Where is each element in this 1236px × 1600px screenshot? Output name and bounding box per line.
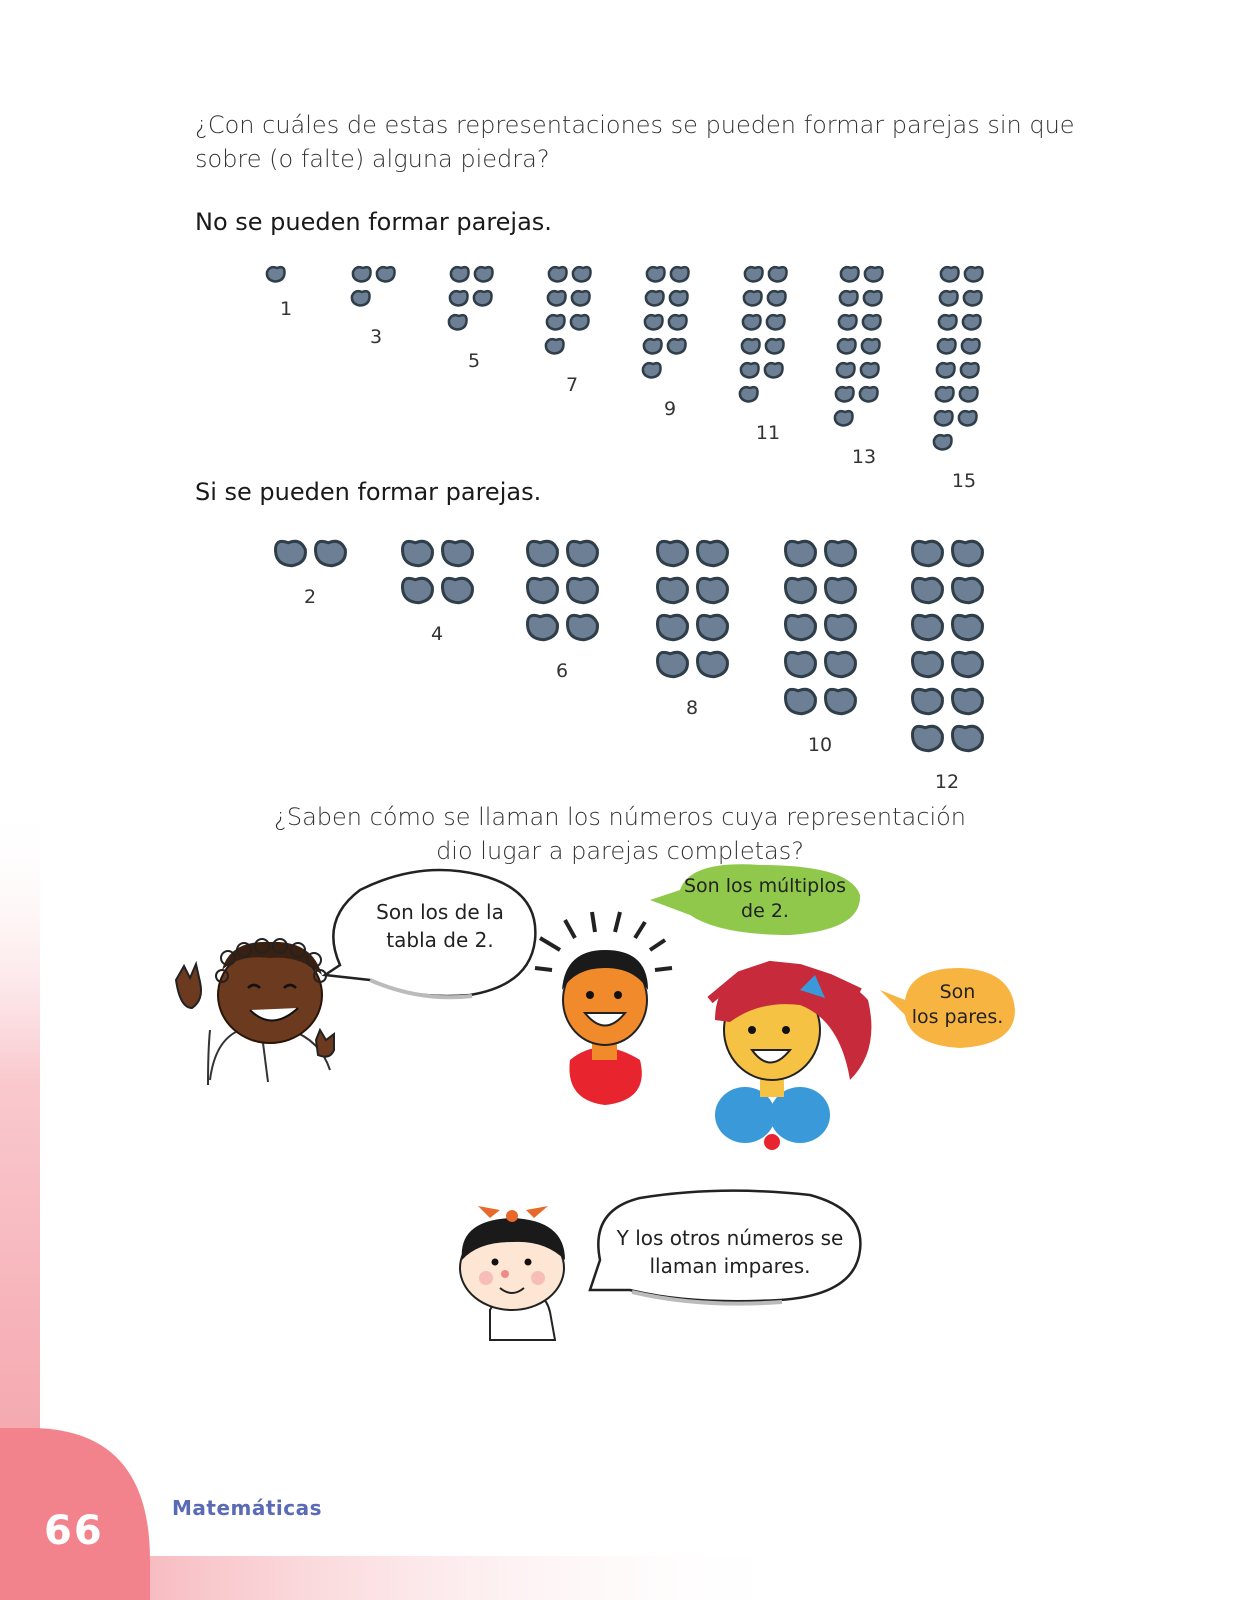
stone bbox=[740, 387, 758, 401]
stone bbox=[276, 541, 306, 565]
stone bbox=[571, 315, 589, 329]
stone bbox=[267, 267, 285, 281]
stone bbox=[658, 541, 688, 565]
stone bbox=[953, 578, 983, 602]
stone bbox=[669, 315, 687, 329]
heading-no-pairs: No se pueden formar parejas. bbox=[195, 208, 552, 236]
stone bbox=[936, 387, 954, 401]
group-count-label: 1 bbox=[279, 298, 293, 320]
stone bbox=[861, 363, 879, 377]
stone bbox=[671, 267, 689, 281]
stone bbox=[786, 578, 816, 602]
stone bbox=[568, 541, 598, 565]
question-text: ¿Con cuáles de estas representaciones se pueden formar parejas sin que sobre (o falte) alguna piedra? bbox=[195, 111, 1075, 173]
group-count-label: 11 bbox=[755, 422, 781, 444]
stone bbox=[646, 291, 664, 305]
bubble-girl-bow-line1: Y los otros números se bbox=[616, 1226, 844, 1250]
stone bbox=[451, 267, 469, 281]
stone bbox=[698, 541, 728, 565]
stone bbox=[658, 615, 688, 639]
stone bbox=[572, 291, 590, 305]
stone bbox=[836, 387, 854, 401]
stone bbox=[840, 291, 858, 305]
stone bbox=[913, 652, 943, 676]
stone bbox=[826, 615, 856, 639]
stone bbox=[475, 267, 493, 281]
mid-question-line1: ¿Saben cómo se llaman los números cuya representación bbox=[273, 803, 967, 831]
group-count-label: 15 bbox=[951, 470, 977, 492]
stone bbox=[528, 615, 558, 639]
stone bbox=[741, 363, 759, 377]
stone bbox=[698, 578, 728, 602]
stone bbox=[786, 541, 816, 565]
stone bbox=[941, 267, 959, 281]
stone bbox=[965, 267, 983, 281]
stone bbox=[568, 615, 598, 639]
stone bbox=[768, 291, 786, 305]
bubble-girl-red-line2: los pares. bbox=[911, 1006, 1004, 1028]
stone bbox=[913, 615, 943, 639]
stone bbox=[528, 578, 558, 602]
stone bbox=[953, 689, 983, 713]
stone bbox=[826, 578, 856, 602]
stone bbox=[862, 339, 880, 353]
stone bbox=[698, 615, 728, 639]
page-number: 66 bbox=[44, 1508, 104, 1554]
stone bbox=[377, 267, 395, 281]
bubble-boy-line2: tabla de 2. bbox=[386, 928, 494, 952]
stone bbox=[698, 652, 728, 676]
stone bbox=[573, 267, 591, 281]
stone bbox=[960, 387, 978, 401]
stone bbox=[939, 315, 957, 329]
stone bbox=[963, 315, 981, 329]
stone bbox=[863, 315, 881, 329]
stone bbox=[316, 541, 346, 565]
stone bbox=[961, 363, 979, 377]
stone bbox=[838, 339, 856, 353]
stone bbox=[658, 578, 688, 602]
stone bbox=[841, 267, 859, 281]
stone bbox=[938, 339, 956, 353]
stone bbox=[953, 652, 983, 676]
girl-braids-character bbox=[535, 912, 672, 1105]
stone bbox=[528, 541, 558, 565]
stone bbox=[766, 339, 784, 353]
group-count-label: 13 bbox=[851, 446, 877, 468]
bubble-boy-line1: Son los de la bbox=[376, 900, 504, 924]
stone bbox=[962, 339, 980, 353]
stone bbox=[913, 578, 943, 602]
bubble-boy-text bbox=[360, 898, 520, 954]
stone bbox=[826, 652, 856, 676]
stone bbox=[864, 291, 882, 305]
stone bbox=[765, 363, 783, 377]
stone bbox=[668, 339, 686, 353]
boy-character bbox=[176, 939, 334, 1085]
stone bbox=[647, 267, 665, 281]
stone bbox=[913, 541, 943, 565]
bubble-girl-braids-line2: de 2. bbox=[741, 900, 789, 922]
illustration-characters bbox=[0, 850, 1236, 1370]
group-count-label: 6 bbox=[555, 660, 569, 682]
stone bbox=[935, 411, 953, 425]
stone bbox=[658, 652, 688, 676]
stone bbox=[953, 615, 983, 639]
group-count-label: 10 bbox=[807, 734, 833, 756]
bubble-girl-braids-text bbox=[680, 874, 850, 924]
stone bbox=[403, 541, 433, 565]
stone bbox=[940, 291, 958, 305]
group-count-label: 12 bbox=[934, 771, 960, 793]
group-count-label: 3 bbox=[369, 326, 383, 348]
stone bbox=[743, 315, 761, 329]
group-count-label: 7 bbox=[565, 374, 579, 396]
stone bbox=[742, 339, 760, 353]
stone bbox=[860, 387, 878, 401]
stone bbox=[913, 689, 943, 713]
stone bbox=[443, 578, 473, 602]
stone bbox=[548, 291, 566, 305]
stone bbox=[353, 267, 371, 281]
stone bbox=[644, 339, 662, 353]
stone bbox=[744, 291, 762, 305]
stone bbox=[865, 267, 883, 281]
stone bbox=[547, 315, 565, 329]
stone bbox=[839, 315, 857, 329]
mid-question-line2: dio lugar a parejas completas? bbox=[436, 837, 804, 865]
stone bbox=[837, 363, 855, 377]
stone bbox=[786, 689, 816, 713]
group-count-label: 9 bbox=[663, 398, 677, 420]
group-count-label: 4 bbox=[430, 623, 444, 645]
group-count-label: 2 bbox=[303, 586, 317, 608]
footer-subject: Matemáticas bbox=[172, 1496, 323, 1520]
bubble-girl-bow-line2: llaman impares. bbox=[649, 1254, 811, 1278]
stone bbox=[835, 411, 853, 425]
bubble-girl-red-line1: Son bbox=[939, 981, 976, 1003]
stone bbox=[643, 363, 661, 377]
stone bbox=[546, 339, 564, 353]
stone bbox=[953, 726, 983, 750]
stone bbox=[670, 291, 688, 305]
stone bbox=[745, 267, 763, 281]
stone bbox=[786, 652, 816, 676]
stone bbox=[568, 578, 598, 602]
stone bbox=[959, 411, 977, 425]
girl-bow-character bbox=[460, 1206, 565, 1340]
stone bbox=[645, 315, 663, 329]
stone bbox=[767, 315, 785, 329]
stone bbox=[786, 615, 816, 639]
stone bbox=[449, 315, 467, 329]
stone bbox=[913, 726, 943, 750]
bubble-girl-bow-text bbox=[610, 1224, 850, 1280]
stone bbox=[474, 291, 492, 305]
stone bbox=[443, 541, 473, 565]
stone bbox=[769, 267, 787, 281]
stone bbox=[549, 267, 567, 281]
stone bbox=[964, 291, 982, 305]
stone bbox=[450, 291, 468, 305]
bubble-girl-red-text bbox=[905, 980, 1010, 1030]
heading-pairs: Si se pueden formar parejas. bbox=[195, 478, 542, 506]
girl-red-hair-character bbox=[710, 965, 871, 1150]
group-count-label: 5 bbox=[467, 350, 481, 372]
bubble-girl-braids-line1: Son los múltiplos bbox=[683, 875, 847, 897]
stone bbox=[934, 435, 952, 449]
stone bbox=[403, 578, 433, 602]
stone bbox=[826, 541, 856, 565]
stone bbox=[352, 291, 370, 305]
stone bbox=[953, 541, 983, 565]
group-count-label: 8 bbox=[685, 697, 699, 719]
stone bbox=[937, 363, 955, 377]
stone bbox=[826, 689, 856, 713]
